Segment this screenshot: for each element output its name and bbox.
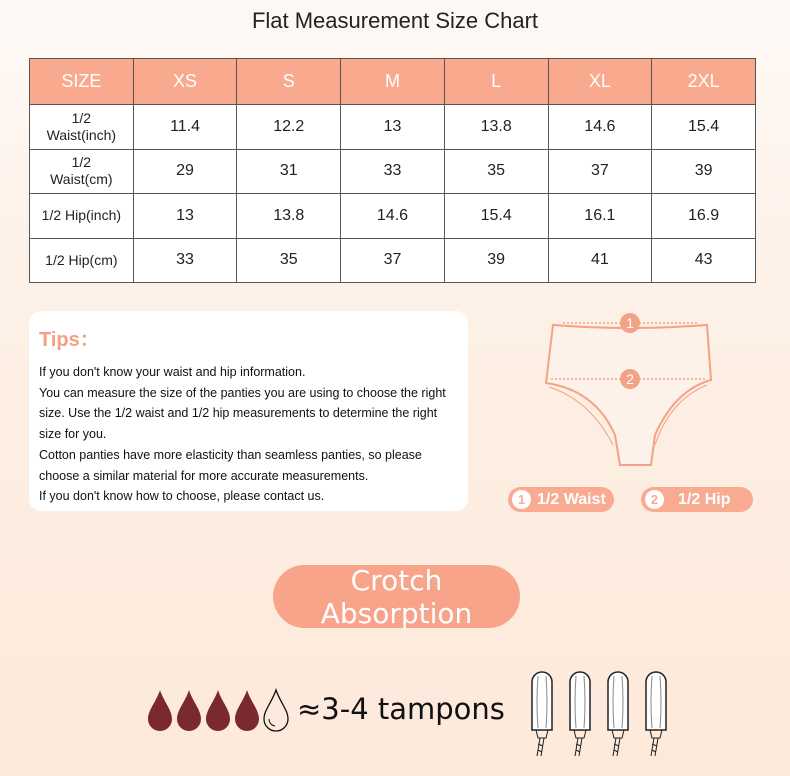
tampons-illustration <box>528 668 670 760</box>
legend-waist <box>508 487 614 512</box>
row-label: 1/2 Waist(inch) <box>30 105 134 150</box>
tips-line: If you don't know how to choose, please contact us. <box>39 489 325 504</box>
table-cell: 14.6 <box>341 194 445 239</box>
table-cell: 15.4 <box>444 194 548 239</box>
filled-drop-icon <box>175 686 203 732</box>
table-row <box>30 194 756 239</box>
table-row <box>30 105 756 150</box>
legend-label: 1/2 Waist <box>537 490 606 508</box>
table-row <box>30 149 756 194</box>
table-cell: 14.6 <box>548 105 652 150</box>
table-cell: 15.4 <box>652 105 756 150</box>
table-cell: 35 <box>237 238 341 283</box>
filled-drop-icon <box>204 686 232 732</box>
tips-line: If you don't know your waist and hip information. <box>39 365 306 379</box>
panties-measurement-diagram <box>535 305 725 475</box>
table-cell: 29 <box>133 149 237 194</box>
marker-1: 1 <box>626 315 634 331</box>
table-cell: 11.4 <box>133 105 237 150</box>
row-label: 1/2 Hip(inch) <box>30 194 134 239</box>
table-cell: 13 <box>133 194 237 239</box>
table-cell: 39 <box>652 149 756 194</box>
table-cell: 31 <box>237 149 341 194</box>
table-header-row <box>30 59 756 105</box>
tampon-icon <box>566 668 594 760</box>
table-cell: 13.8 <box>237 194 341 239</box>
table-cell: 43 <box>652 238 756 283</box>
tips-line: Cotton panties have more elasticity than seamless panties, so please choose a similar material for more accurate measurements. <box>39 447 422 483</box>
row-label: 1/2 Hip(cm) <box>30 238 134 283</box>
filled-drop-icon <box>233 686 261 732</box>
crotch-absorption-button[interactable]: Crotch Absorption <box>273 565 520 628</box>
legend-hip <box>641 487 753 512</box>
table-cell: 33 <box>133 238 237 283</box>
tips-line: You can measure the size of the panties you are using to choose the right size. Use the 1/2 waist and 1/2 hip measurements to determine the right size for you. <box>39 385 446 442</box>
tips-heading: Tips： <box>39 329 100 351</box>
table-cell: 16.1 <box>548 194 652 239</box>
filled-drop-icon <box>146 686 174 732</box>
table-cell: 16.9 <box>652 194 756 239</box>
table-cell: 41 <box>548 238 652 283</box>
table-cell: 37 <box>548 149 652 194</box>
header-cell: L <box>444 59 548 105</box>
tampon-icon <box>528 668 556 760</box>
table-cell: 13 <box>341 105 445 150</box>
absorption-rating <box>146 686 505 732</box>
marker-2: 2 <box>626 371 634 387</box>
page-title: Flat Measurement Size Chart <box>251 8 539 33</box>
header-cell: M <box>341 59 445 105</box>
size-chart-table <box>29 58 756 283</box>
table-cell: 39 <box>444 238 548 283</box>
header-cell: XS <box>133 59 237 105</box>
table-cell: 37 <box>341 238 445 283</box>
table-cell: 35 <box>444 149 548 194</box>
legend-label: 1/2 Hip <box>678 490 731 508</box>
table-cell: 33 <box>341 149 445 194</box>
header-cell: XL <box>548 59 652 105</box>
legend-number: 2 <box>645 490 664 509</box>
header-cell: SIZE <box>30 59 134 105</box>
tips-box <box>29 311 468 511</box>
tampon-icon <box>642 668 670 760</box>
header-cell: 2XL <box>652 59 756 105</box>
table-row <box>30 238 756 283</box>
table-cell: 13.8 <box>444 105 548 150</box>
legend-number: 1 <box>512 490 531 509</box>
absorption-text: ≈3-4 tampons <box>297 692 505 726</box>
header-cell: S <box>237 59 341 105</box>
row-label: 1/2 Waist(cm) <box>30 149 134 194</box>
tampon-icon <box>604 668 632 760</box>
table-cell: 12.2 <box>237 105 341 150</box>
empty-drop-icon <box>262 686 290 732</box>
